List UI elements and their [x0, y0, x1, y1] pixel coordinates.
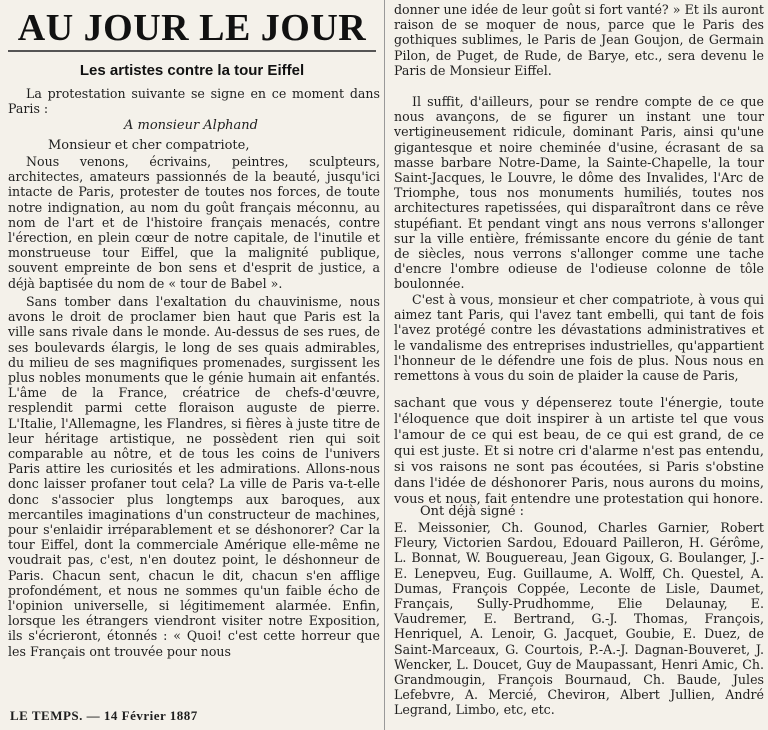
greeting: Monsieur et cher compatriote,	[48, 138, 250, 153]
intro-paragraph: La protestation suivante se signe en ce moment dans Paris :	[8, 86, 380, 117]
signatories-list: E. Meissonier, Ch. Gounod, Charles Garnier, Robert Fleury, Victorien Sardou, Edouard Pailleron, H. Gérôme, L. Bonnat, W. Bouguereau, Jean Gigoux, G. Boulanger, J.-E. Lenepveu, Eug. Guillaume, A. Wolff, Ch. Questel, A. Dumas, François Coppée, Leconte de Lisle, Daumet, Français, Sully-Prudhomme, Elie Delaunay, E. Vaudremer, E. Bertrand, G.-J. Thomas, François, Henriquel, A. Lenoir, G. Jacquet, Goubie, E. Duez, de Saint-Marceaux, G. Courtois, P.-A.-J. Dagnan-Bouveret, J. Wencker, L. Doucet, Guy de Maupassant, Henri Amic, Ch. Grandmougin, François Bournaud, Ch. Baude, Jules Lefebvre, A. Mercié, Chevirон, Albert Jullien, André Legrand, Limbo, etc, etc.	[394, 520, 764, 718]
publication-date: 14 Février 1887	[103, 708, 198, 723]
column-divider	[384, 0, 385, 730]
paragraph-1: Nous venons, écrivains, peintres, sculpteurs, architectes, amateurs passionnés de la beauté, jusqu'ici intacte de Paris, protester de toutes nos forces, de toute notre indignation, au nom du goût français méconnu, au nom de l'art et de l'histoire français menacés, contre l'érection, en plein cœur de notre capitale, de l'inutile et monstrueuse tour Eiffel, que la malignité publique, souvent empreinte de bon sens et d'esprit de justice, a déjà baptisée du nom de « tour de Babel ».	[8, 154, 380, 291]
paragraph-5: sachant que vous y dépenserez toute l'énergie, toute l'éloquence que doit inspirer à un artiste tel que vous l'amour de ce qui est beau, de ce qui est grand, de ce qui est juste. Et si notre cri d'alarme n'est pas entendu, si vos raisons ne sont pas écoutées, si Paris s'obstine dans l'idée de déshonorer Paris, nous aurons du moins, vous et nous, fait entendre une protestation qui honore.	[394, 396, 764, 507]
column-banner: AU JOUR LE JOUR	[8, 6, 376, 52]
addressee: A monsieur Alphand	[124, 118, 258, 133]
left-column	[0, 0, 382, 730]
paragraph-4: C'est à vous, monsieur et cher compatriote, à vous qui aimez tant Paris, qui l'avez tant embelli, qui tant de fois l'avez protégé contre les dévastations administratives et le vandalisme des entreprises industrielles, qu'appartient l'honneur de le défendre une fois de plus. Nous nous en remettons à vous du soin de plaider la cause de Paris,	[394, 292, 764, 384]
footer-dash: —	[86, 708, 101, 723]
newspaper-name: LE TEMPS.	[10, 708, 83, 723]
signatories-heading: Ont déjà signé :	[420, 504, 525, 519]
paragraph-2: Sans tomber dans l'exaltation du chauvinisme, nous avons le droit de proclamer bien haut que Paris est la ville sans rivale dans le monde. Au-dessus de ses rues, de ses boulevards élargis, le long de ses quais admirables, du milieu de ses magnifiques promenades, surgissent les plus nobles monuments que le génie humain ait enfantés. L'âme de la France, créatrice de chefs-d'œuvre, resplendit parmi cette floraison auguste de pierre. L'Italie, l'Allemagne, les Flandres, si fières à juste titre de leur héritage artistique, ne possèdent rien qui soit comparable au nôtre, et de tous les coins de l'univers Paris attire les curiosités et les admirations. Allons-nous donc laisser profaner tout cela? La ville de Paris va-t-elle donc s'associer plus longtemps aux baroques, aux mercantiles imaginations d'un constructeur de machines, pour s'enlaidir irréparablement et se déshonorer? Car la tour Eiffel, dont la commerciale Amérique elle-même ne voudrait pas, c'est, n'en doutez point, le déshonneur de Paris. Chacun sent, chacun le dit, chacun s'en afflige profondément, et nous ne sommes qu'un faible écho de l'opinion universelle, si légitimement alarmée. Enfin, lorsque les étrangers viendront visiter notre Exposition, ils s'écrieront, étonnés : « Quoi! c'est cette horreur que les Français ont trouvée pour nous	[8, 294, 380, 659]
article-title: Les artistes contre la tour Eiffel	[79, 62, 305, 79]
source-footer	[10, 708, 198, 724]
paragraph-3: Il suffit, d'ailleurs, pour se rendre compte de ce que nous avançons, de se figurer un instant une tour vertigineusement ridicule, dominant Paris, ainsi qu'une gigantesque et noire cheminée d'usine, écrasant de sa masse barbare Notre-Dame, la Sainte-Chapelle, la tour Saint-Jacques, le Louvre, le dôme des Invalides, l'Arc de Triomphe, tous nos monuments humiliés, toutes nos architectures rapetissées, qui disparaîtront dans ce rêve stupéfiant. Et pendant vingt ans nous verrons s'allonger sur la ville entière, frémissante encore du génie de tant de siècles, nous verrons s'allonger comme une tache d'encre l'ombre odieuse de l'odieuse colonne de tôle boulonnée.	[394, 94, 764, 292]
right-column	[388, 0, 768, 730]
paragraph-continued: donner une idée de leur goût si fort vanté? » Et ils auront raison de se moquer de nous, parce que le Paris des gothiques sublimes, le Paris de Jean Goujon, de Germain Pilon, de Puget, de Rude, de Barye, etc., sera devenu le Paris de Monsieur Eiffel.	[394, 2, 764, 78]
